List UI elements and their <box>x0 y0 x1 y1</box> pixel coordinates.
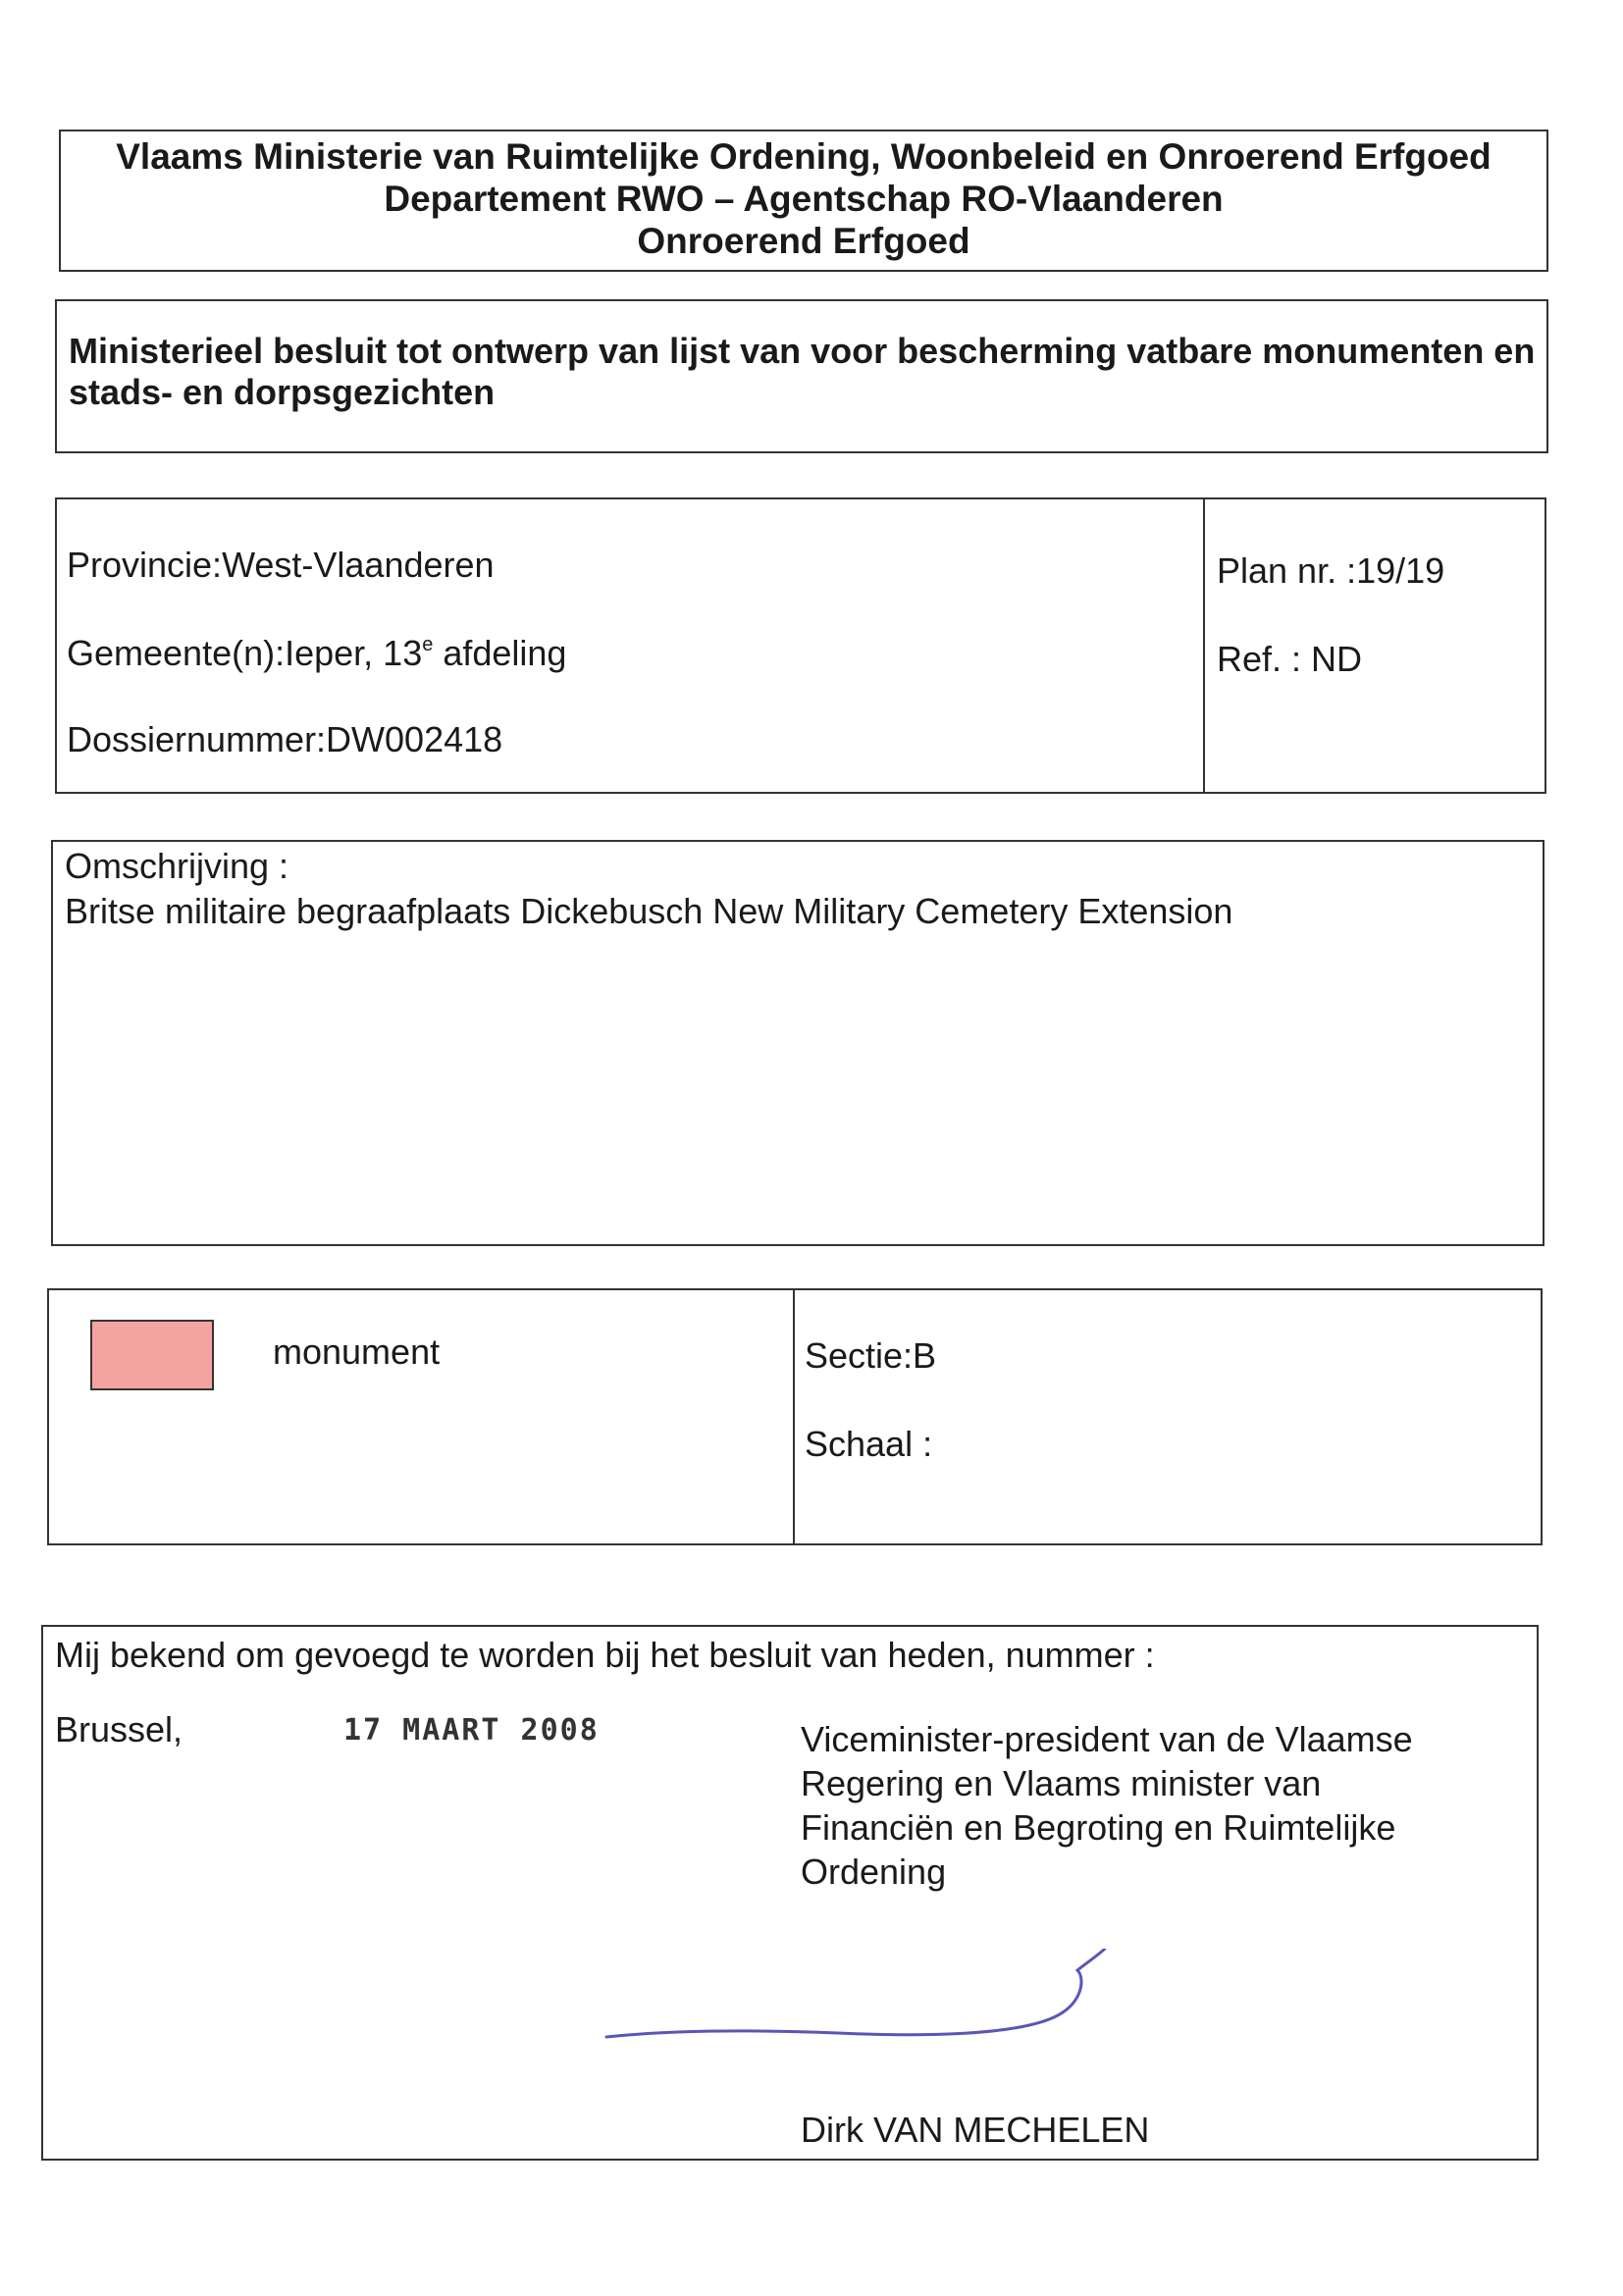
official-title <box>801 1717 1488 1894</box>
signature-box <box>41 1625 1539 2161</box>
place-label: Brussel, <box>55 1709 183 1749</box>
decree-title-box <box>55 299 1548 453</box>
gemeente-field <box>67 633 566 674</box>
date-stamp: 17 MAART 2008 <box>343 1713 600 1748</box>
gemeente-suffix: afdeling <box>433 633 567 673</box>
reference-field: Ref. : ND <box>1217 639 1363 679</box>
info-divider <box>1203 499 1205 792</box>
dossier-number-field: Dossiernummer:DW002418 <box>67 719 503 759</box>
description-text: Britse militaire begraafplaats Dickebusch New Military Cemetery Extension <box>65 891 1233 931</box>
schaal-field: Schaal : <box>805 1424 933 1464</box>
plan-number-field: Plan nr. :19/19 <box>1217 550 1445 591</box>
signatory-name: Dirk VAN MECHELEN <box>801 2110 1150 2150</box>
dossier-info-box <box>55 497 1546 794</box>
approval-statement: Mij bekend om gevoegd te worden bij het besluit van heden, nummer : <box>55 1635 1155 1675</box>
department-name: Departement RWO – Agentschap RO-Vlaanderen <box>384 179 1224 219</box>
decree-title: Ministerieel besluit tot ontwerp van lijst van voor bescherming vatbare monumenten en stads- en dorpsgezichten <box>69 331 1536 412</box>
official-title-line: Ordening <box>801 1852 947 1892</box>
gemeente-text: Gemeente(n):Ieper, 13 <box>67 633 423 673</box>
official-title-line: Viceminister-president van de Vlaamse <box>801 1719 1413 1759</box>
signature-stroke <box>606 1949 1105 2037</box>
agency-name: Onroerend Erfgoed <box>637 221 970 261</box>
official-title-line: Regering en Vlaams minister van <box>801 1763 1322 1803</box>
legend-label: monument <box>273 1331 441 1372</box>
description-box <box>51 840 1544 1246</box>
monument-color-swatch <box>90 1320 214 1390</box>
provincie-field: Provincie:West-Vlaanderen <box>67 545 495 585</box>
ministry-name: Vlaams Ministerie van Ruimtelijke Ordening, Woonbeleid en Onroerend Erfgoed <box>116 136 1492 177</box>
sectie-field: Sectie:B <box>805 1335 937 1376</box>
official-title-line: Financiën en Begroting en Ruimtelijke <box>801 1807 1396 1848</box>
legend-divider <box>793 1290 795 1543</box>
handwritten-signature <box>602 1949 1132 2047</box>
description-label: Omschrijving : <box>65 846 289 886</box>
gemeente-superscript: e <box>422 634 434 655</box>
legend-box <box>47 1288 1543 1545</box>
ministry-header <box>59 130 1548 272</box>
